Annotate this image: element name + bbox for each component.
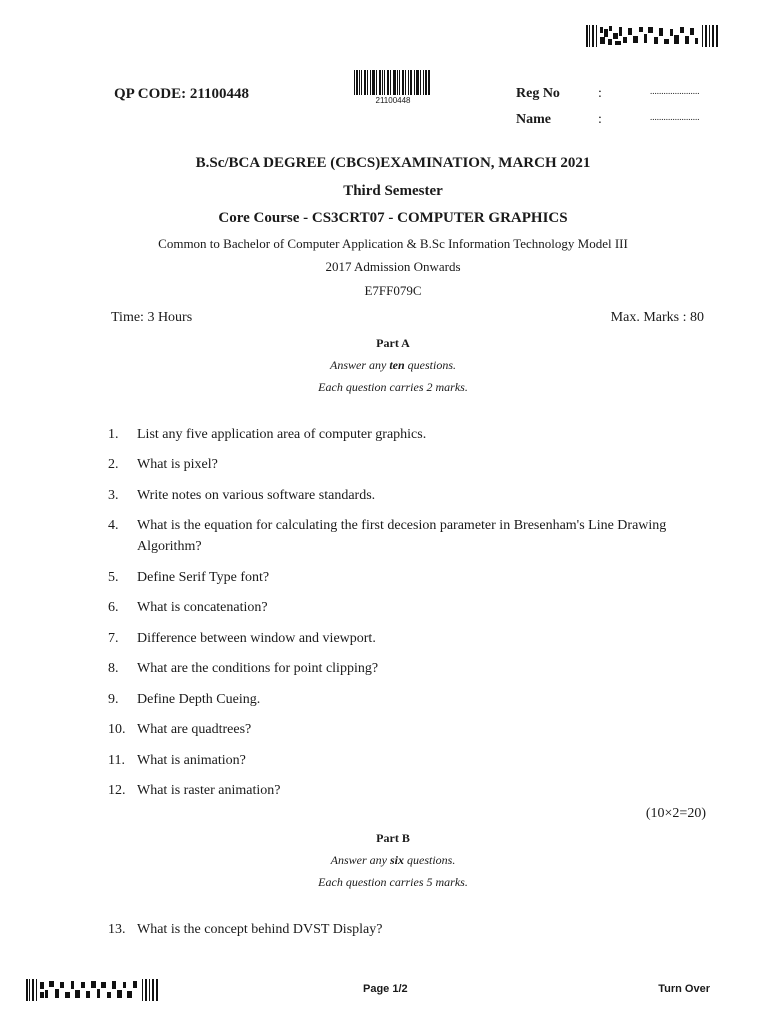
course-title: Core Course - CS3CRT07 - COMPUTER GRAPHICS bbox=[218, 210, 568, 226]
exam-title: B.Sc/BCA DEGREE (CBCS)EXAMINATION, MARCH 2021 bbox=[195, 155, 591, 171]
barcode-center bbox=[354, 70, 430, 95]
barcode-bottom-left bbox=[26, 979, 158, 1001]
admission: 2017 Admission Onwards bbox=[325, 259, 461, 274]
part-b-title: Part B bbox=[376, 831, 410, 845]
name-colon: : bbox=[598, 112, 602, 127]
barcode-number: 21100448 bbox=[375, 96, 411, 105]
page-number: Page 1/2 bbox=[363, 983, 408, 995]
reg-no-colon: : bbox=[598, 86, 602, 101]
name-row bbox=[516, 112, 706, 130]
common-to: Common to Bachelor of Computer Application & B.Sc Information Technology Model III bbox=[158, 236, 628, 251]
part-a-title: Part A bbox=[376, 336, 410, 350]
max-marks: Max. Marks : 80 bbox=[610, 310, 704, 325]
turn-over: Turn Over bbox=[658, 983, 710, 995]
barcode-top-right bbox=[586, 25, 718, 47]
name-field: ...................... bbox=[650, 112, 700, 122]
paper-code: E7FF079C bbox=[364, 283, 422, 298]
part-a-instruction: Answer any ten questions. bbox=[329, 358, 456, 372]
reg-no-row bbox=[516, 86, 706, 104]
qp-code: QP CODE: 21100448 bbox=[114, 86, 250, 102]
reg-no-field: ...................... bbox=[650, 86, 700, 96]
semester: Third Semester bbox=[343, 183, 443, 199]
part-a-score: (10×2=20) bbox=[645, 806, 706, 821]
part-b-instruction: Answer any six questions. bbox=[330, 853, 456, 867]
reg-no-label: Reg No bbox=[516, 86, 560, 101]
name-label: Name bbox=[516, 112, 551, 127]
time-allowed: Time: 3 Hours bbox=[111, 310, 193, 325]
part-a-marks-note: Each question carries 2 marks. bbox=[318, 380, 468, 394]
part-b-marks-note: Each question carries 5 marks. bbox=[318, 875, 468, 889]
